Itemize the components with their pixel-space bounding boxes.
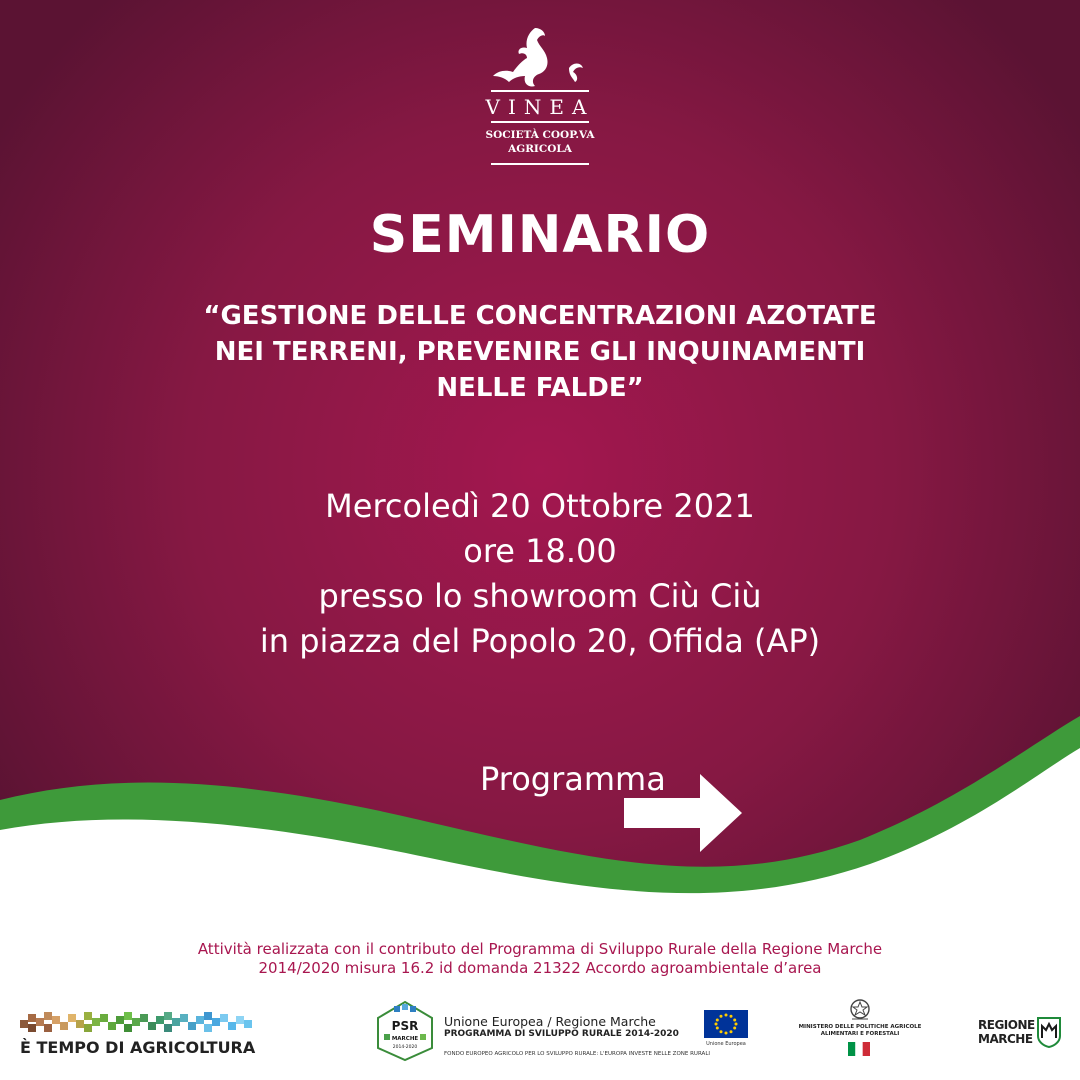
psr-line-3: FONDO EUROPEO AGRICOLO PER LO SVILUPPO RURALE: L'EUROPA INVESTE NELLE ZONE RURALI: [444, 1051, 711, 1057]
psr-marche-logo: [376, 1000, 711, 1062]
psr-badge-top: PSR: [391, 1019, 419, 1033]
regione-marche-shield-icon: [1036, 1016, 1062, 1048]
event-place: presso lo showroom Ciù Ciù: [318, 577, 762, 615]
pixel-mosaic-icon: [20, 1010, 252, 1036]
vinea-logo: [477, 24, 603, 168]
seminar-subtitle: [90, 298, 990, 406]
programma-link[interactable]: Programma: [480, 760, 666, 798]
marche-line-1: REGIONE: [978, 1018, 1035, 1032]
ministero-line-1: MINISTERO DELLE POLITICHE AGRICOLE: [798, 1024, 922, 1030]
italy-flag-icon: [848, 1042, 870, 1056]
eu-label: Unione Europea: [706, 1041, 746, 1047]
event-date: Mercoledì 20 Ottobre 2021: [325, 487, 755, 525]
credit-line-2: 2014/2020 misura 16.2 id domanda 21322 Accordo agroambientale d’area: [258, 959, 822, 977]
psr-line-1: Unione Europea / Regione Marche: [444, 1014, 656, 1029]
italian-emblem-icon: [790, 998, 930, 1022]
ministero-logo: [790, 998, 930, 1058]
ministero-text: [790, 1024, 930, 1038]
psr-badge-icon: [376, 1000, 434, 1062]
regione-marche-text: [978, 1018, 1035, 1046]
ministero-line-2: ALIMENTARI E FORESTALI: [820, 1031, 900, 1037]
subtitle-line-2: NEI TERRENI, PREVENIRE GLI INQUINAMENTI: [214, 337, 866, 367]
subtitle-line-1: “GESTIONE DELLE CONCENTRAZIONI AZOTATE: [203, 301, 877, 331]
regione-marche-logo: [978, 1012, 1062, 1052]
agricoltura-logo: [20, 1010, 256, 1060]
event-time: ore 18.00: [463, 532, 617, 570]
marche-line-2: MARCHE: [978, 1032, 1033, 1046]
psr-badge-mid: MARCHE: [391, 1036, 419, 1042]
eu-logo: [704, 1010, 748, 1050]
psr-badge-year: 2014-2020: [392, 1045, 418, 1050]
brand-line1: SOCIETÀ COOP.VA: [485, 129, 595, 141]
funding-credit: [0, 940, 1080, 978]
agricoltura-text: È TEMPO DI AGRICOLTURA: [20, 1038, 256, 1057]
brand-line2: AGRICOLA: [508, 143, 572, 155]
subtitle-line-3: NELLE FALDE”: [436, 373, 644, 403]
event-details: [0, 484, 1080, 664]
page-title: SEMINARIO: [369, 205, 711, 265]
eu-flag-icon: [704, 1010, 748, 1038]
credit-line-1: Attività realizzata con il contributo del Programma di Sviluppo Rurale della Regione Marche: [197, 940, 883, 958]
psr-line-2: PROGRAMMA DI SVILUPPO RURALE 2014-2020: [444, 1029, 679, 1039]
event-address: in piazza del Popolo 20, Offida (AP): [259, 622, 821, 660]
brand-name: VINEA: [485, 95, 595, 119]
arrow-right-icon[interactable]: [622, 770, 744, 856]
